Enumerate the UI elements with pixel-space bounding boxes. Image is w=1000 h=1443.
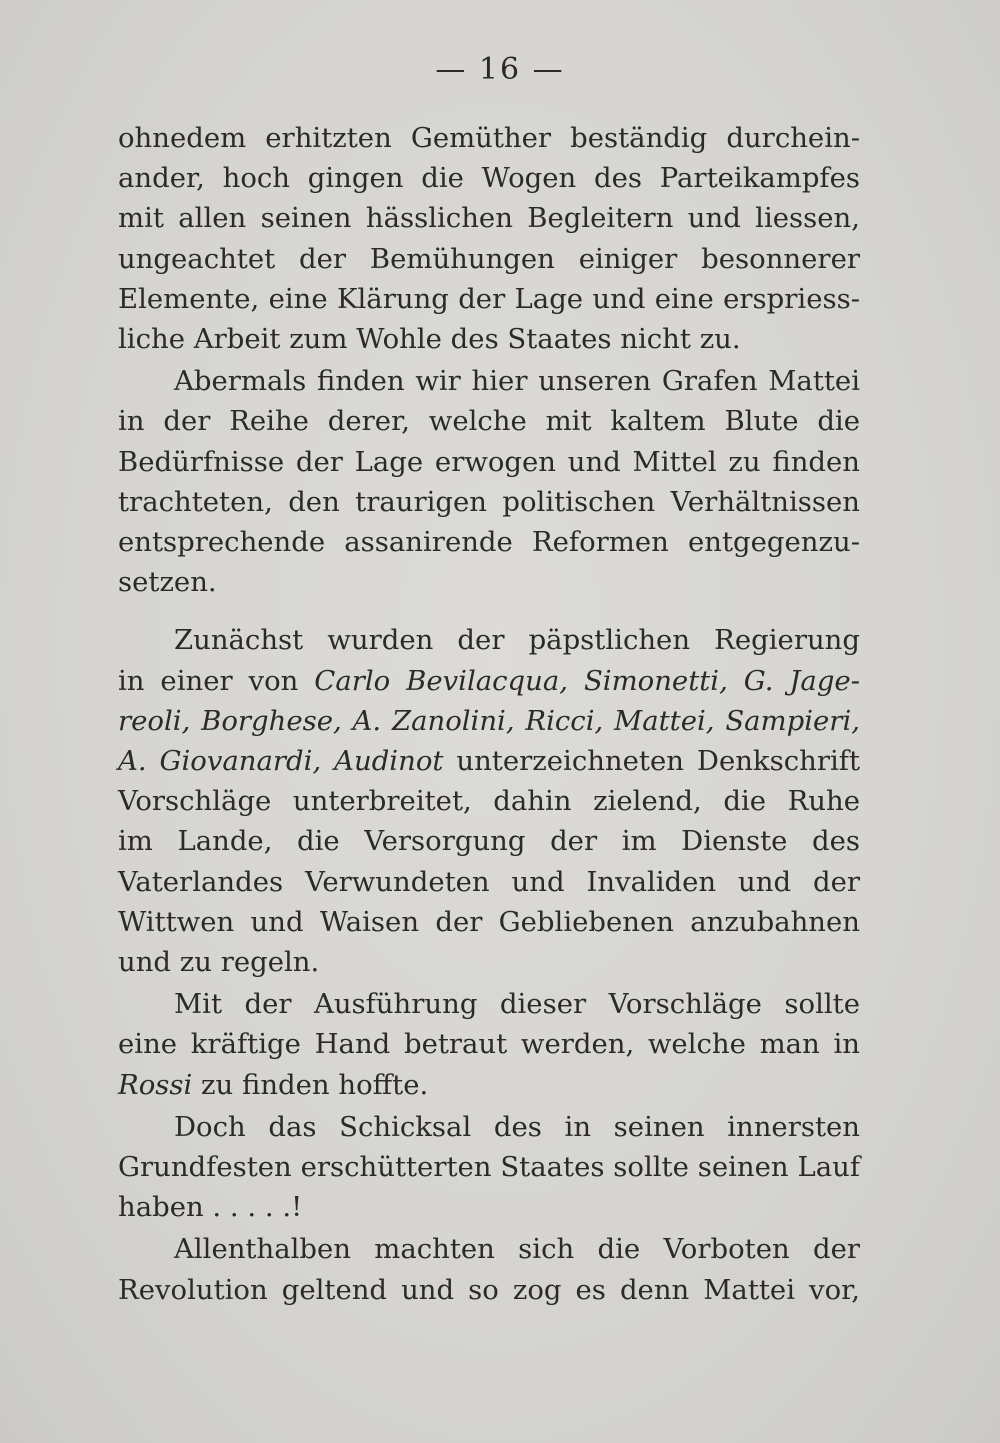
text-fragment: zu finden hoffte.	[192, 1068, 429, 1101]
text-line: in der Reihe derer, welche mit kaltem Blute die	[118, 405, 860, 438]
text-line: setzen.	[118, 566, 217, 599]
text-line: Vorschläge unterbreitet, dahin zielend, die Ruhe	[118, 785, 860, 818]
text-line: ohnedem erhitzten Gemüther beständig durchein-	[118, 122, 860, 154]
paragraph-4	[118, 984, 860, 1105]
signatory-names: reoli, Borghese, A. Zanolini, Ricci, Mattei, Sampieri,	[118, 704, 860, 737]
text-line: entsprechende assanirende Reformen entgegenzu-	[118, 526, 860, 559]
text-line: Abermals finden wir hier unseren Grafen Mattei	[174, 365, 860, 398]
text-line: liche Arbeit zum Wohle des Staates nicht zu.	[118, 323, 741, 356]
paragraph-5	[118, 1107, 860, 1228]
text-line: Bedürfnisse der Lage erwogen und Mittel zu finden	[118, 445, 860, 478]
paragraph-2	[118, 361, 860, 602]
text-line: mit allen seinen hässlichen Begleitern und liessen,	[118, 202, 860, 235]
text-line	[118, 661, 860, 701]
text-line: Wittwen und Waisen der Gebliebenen anzubahnen	[118, 905, 860, 938]
text-line: ungeachtet der Bemühungen einiger besonnerer	[118, 242, 860, 275]
body-text	[118, 118, 860, 1310]
text-line: trachteten, den traurigen politischen Verhältnissen	[118, 485, 860, 518]
text-line	[118, 1065, 860, 1105]
person-name: Rossi	[118, 1068, 193, 1101]
text-line: und zu regeln.	[118, 946, 320, 979]
text-line: im Lande, die Versorgung der im Dienste des	[118, 825, 860, 858]
text-line: ander, hoch gingen die Wogen des Parteikampfes	[118, 162, 860, 195]
text-fragment: in einer von	[118, 664, 315, 697]
text-line: Vaterlandes Verwundeten und Invaliden und der	[118, 865, 860, 898]
paragraph-6	[118, 1229, 860, 1309]
text-line: Zunächst wurden der päpstlichen Regierung	[174, 624, 860, 657]
text-line: Elemente, eine Klärung der Lage und eine erspriess-	[118, 282, 860, 315]
text-line: Doch das Schicksal des in seinen innersten	[174, 1110, 860, 1143]
text-line	[118, 701, 860, 741]
text-line: Allenthalben machten sich die Vorboten der	[174, 1233, 860, 1266]
text-line: Mit der Ausführung dieser Vorschläge sollte	[174, 988, 860, 1021]
page-number: — 16 —	[435, 52, 565, 87]
text-line: Grundfesten erschütterten Staates sollte seinen Lauf	[118, 1151, 860, 1184]
paragraph-1	[118, 118, 860, 359]
text-line: haben . . . . .!	[118, 1191, 303, 1224]
text-line	[118, 741, 860, 781]
text-fragment: unterzeichneten Denkschrift	[443, 745, 860, 778]
text-line: eine kräftige Hand betraut werden, welche man in	[118, 1028, 860, 1061]
signatory-names: Carlo Bevilacqua, Simonetti, G. Jage-	[314, 664, 860, 697]
paragraph-3	[118, 620, 860, 982]
text-line: Revolution geltend und so zog es denn Mattei vor,	[118, 1273, 860, 1306]
signatory-names: A. Giovanardi, Audinot	[118, 745, 444, 778]
